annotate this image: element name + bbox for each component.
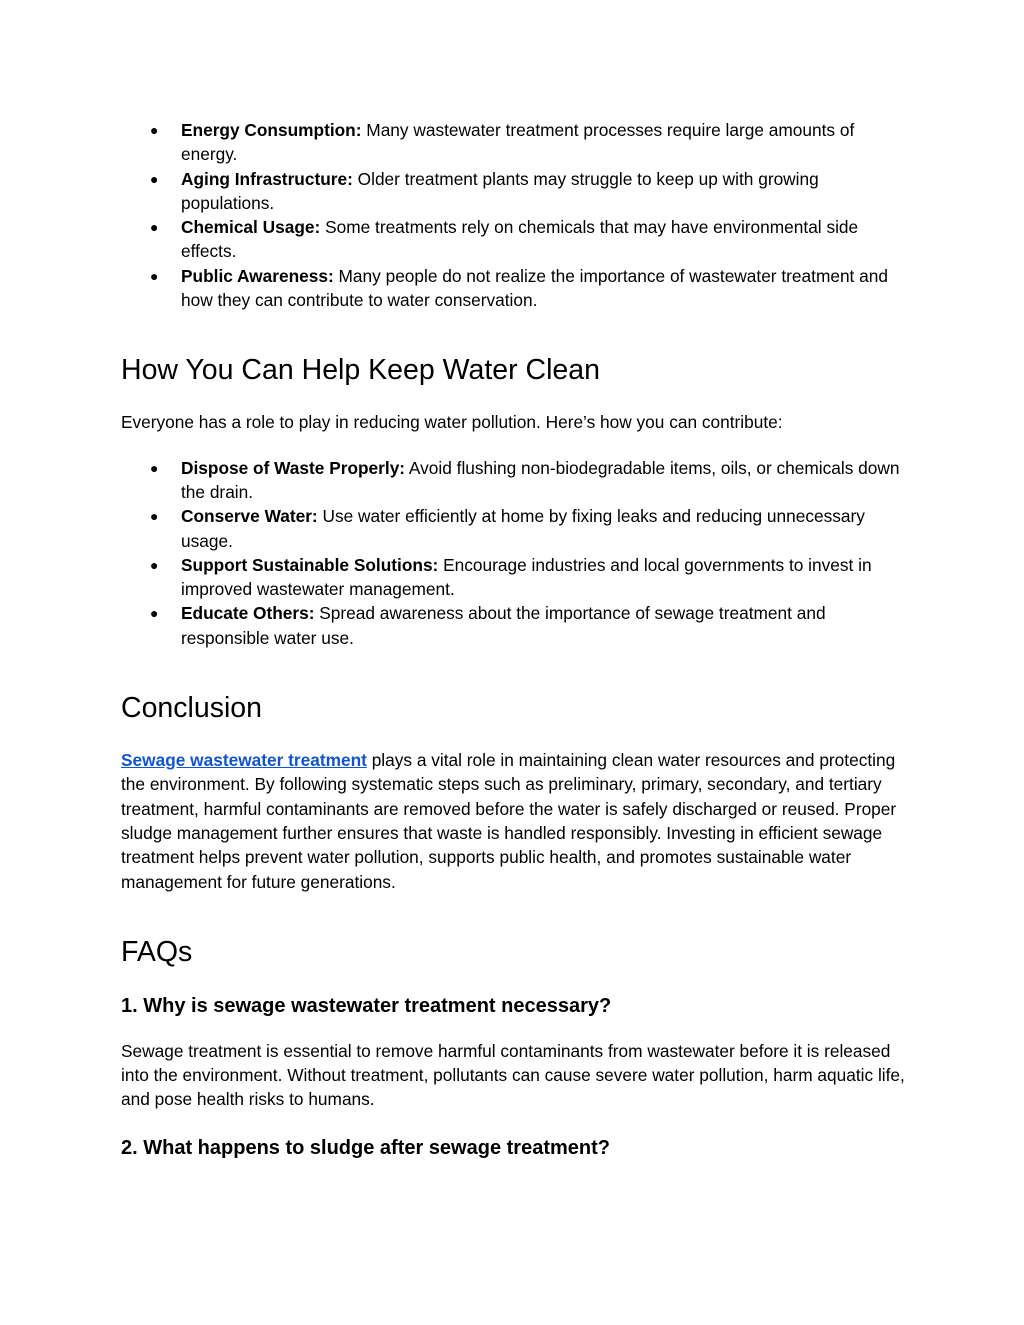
list-item-term: Aging Infrastructure:	[181, 168, 353, 189]
faq-answer-1: Sewage treatment is essential to remove harmful contaminants from wastewater before it is released into the environment. Without treatment, pollutants can cause severe water pollution, harm aquatic life, and pose health risks to humans.	[121, 1040, 905, 1110]
bullet-icon: ●	[150, 122, 159, 138]
document-page	[121, 118, 911, 1161]
list-item-term: Support Sustainable Solutions:	[181, 554, 439, 575]
list-item	[121, 456, 911, 505]
list-item-term: Energy Consumption:	[181, 120, 362, 140]
list-item	[121, 167, 911, 216]
bullet-icon: ●	[150, 459, 159, 476]
conclusion-text: plays a vital role in maintaining clean water resources and protecting the environment. By following systematic steps such as preliminary, primary, secondary, and tertiary treatment, harmful contaminants are removed before the water is safely discharged or reused. Proper sludge management further ensures that waste is handled responsibly. Investing in efficient sewage treatment helps prevent water pollution, supports public health, and promotes sustainable water management for future generations.	[121, 750, 897, 892]
list-item-text: Many people do not realize the importance of wastewater treatment and how they can contribute to water conservation.	[181, 265, 888, 311]
conclusion-paragraph	[121, 748, 911, 894]
list-item-text: Older treatment plants may struggle to keep up with growing populations.	[181, 168, 819, 213]
conclusion-heading: Conclusion	[121, 692, 262, 725]
list-item	[121, 601, 911, 650]
list-item	[121, 215, 911, 264]
faq-question-1: 1. Why is sewage wastewater treatment necessary?	[121, 994, 612, 1017]
faq-question-2: 2. What happens to sludge after sewage treatment?	[121, 1136, 610, 1159]
help-intro: Everyone has a role to play in reducing water pollution. Here’s how you can contribute:	[121, 412, 783, 433]
list-item	[121, 118, 911, 167]
bullet-icon: ●	[150, 267, 159, 284]
list-item-text: Avoid flushing non-biodegradable items, oils, or chemicals down the drain.	[181, 457, 900, 502]
challenges-list	[121, 118, 911, 312]
list-item-text: Use water efficiently at home by fixing leaks and reducing unnecessary usage.	[181, 506, 865, 551]
list-item	[121, 264, 911, 313]
list-item	[121, 504, 911, 553]
list-item-text: Many wastewater treatment processes require large amounts of energy.	[181, 120, 855, 165]
bullet-icon: ●	[150, 219, 159, 236]
sewage-treatment-link[interactable]: Sewage wastewater treatment	[121, 750, 367, 771]
list-item-text: Some treatments rely on chemicals that may have environmental side effects.	[181, 217, 859, 262]
list-item-term: Educate Others:	[181, 603, 315, 624]
list-item	[121, 553, 911, 602]
bullet-icon: ●	[150, 605, 159, 622]
list-item-term: Public Awareness:	[181, 265, 334, 286]
faqs-heading: FAQs	[121, 935, 193, 968]
help-heading: How You Can Help Keep Water Clean	[121, 354, 600, 387]
list-item-term: Chemical Usage:	[181, 217, 321, 238]
bullet-icon: ●	[150, 556, 159, 573]
help-list	[121, 456, 911, 650]
bullet-icon: ●	[150, 508, 159, 525]
bullet-icon: ●	[150, 170, 159, 187]
list-item-term: Dispose of Waste Properly:	[181, 457, 406, 478]
list-item-text: Encourage industries and local governments to invest in improved wastewater management.	[181, 554, 872, 600]
list-item-text: Spread awareness about the importance of sewage treatment and responsible water use.	[181, 603, 826, 648]
list-item-term: Conserve Water:	[181, 506, 318, 527]
